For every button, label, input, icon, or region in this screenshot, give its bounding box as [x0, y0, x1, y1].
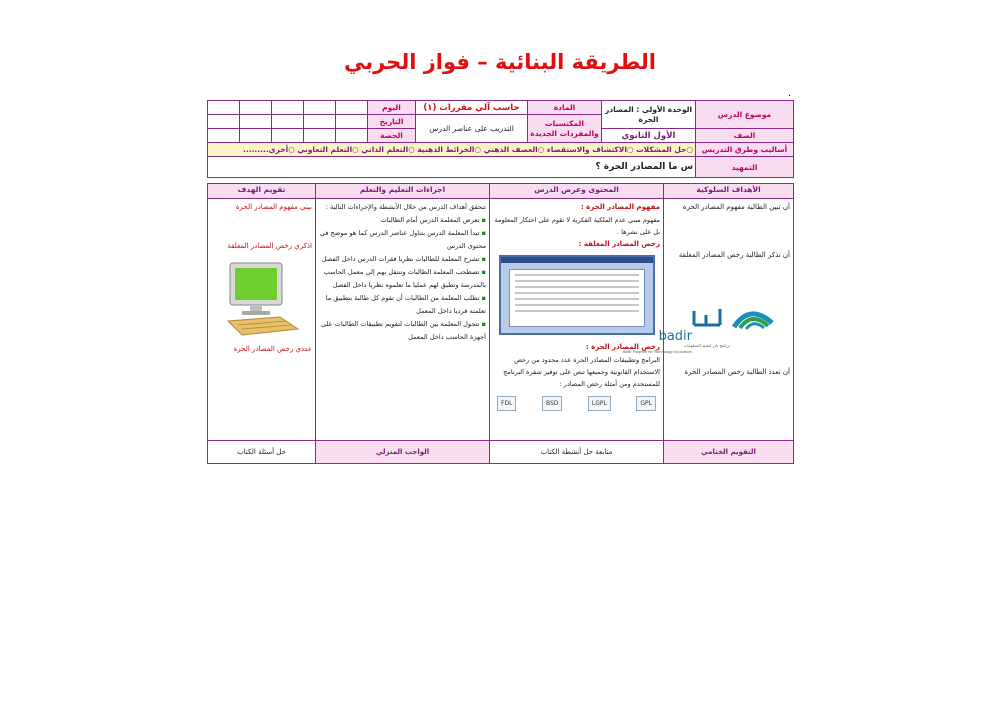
procedures-header: اجراءات التعليم والتعلم	[316, 184, 490, 199]
final-assessment-value: متابعة حل أنشطة الكتاب	[490, 441, 664, 464]
assessment-cell	[208, 199, 316, 441]
objective-2: أن تذكر الطالبة رخص المصادر المغلقة	[678, 251, 790, 259]
content-heading-2: رخص المصادر المغلقة :	[578, 240, 660, 248]
procedure-item-5: ▪ تطلب المعلمة من الطالبات أن تقوم كل طالبة بتطبيق ما تعلمته فرديا داخل المعمل	[325, 294, 486, 315]
content-paragraph-1: مفهوم مبني عدم الملكية الفكرية لا تقوم على احتكار المعلومة بل على نشرها .	[494, 216, 660, 236]
procedure-item-1: ▪ تعرض المعلمة الدرس أمام الطالبات	[380, 216, 486, 224]
assessment-3: عددي رخص المصادر الحرة	[233, 345, 312, 353]
procedure-item-2: ▪ تبدأ المعلمة الدرس بتناول عناصر الدرس كما هو موضح في محتوى الدرس	[319, 229, 486, 250]
period-cell-1	[336, 129, 368, 143]
stray-dot: .	[788, 88, 792, 99]
license-badges	[497, 396, 656, 411]
logo-tagline: برنامج بادر لتقنية المعلومات	[683, 343, 730, 348]
day-cell-3	[272, 101, 304, 115]
logo-brand: badir	[658, 329, 692, 344]
date-cell-3	[272, 115, 304, 129]
objective-1: أن تبين الطالبة مفهوم المصادر الحرة	[682, 203, 790, 211]
content-heading-3: رخص المصادر الحرة :	[585, 343, 660, 351]
homework-label: الواجب المنزلي	[316, 441, 490, 464]
date-cell-1	[336, 115, 368, 129]
grade-label: الصف	[696, 129, 794, 143]
assessment-1: بيني مفهوم المصادر الحرة	[235, 203, 312, 211]
homework-value: حل أسئلة الكتاب	[208, 441, 316, 464]
day-label: اليوم	[368, 101, 416, 115]
vocab-value: التدريب على عناصر الدرس	[416, 115, 528, 143]
content-cell	[490, 199, 664, 441]
grade-value: الأول الثانوي	[602, 129, 696, 143]
page-title: الطريقة البنائية – فواز الحربي	[343, 50, 656, 74]
procedures-cell	[316, 199, 490, 441]
methods-value: ○حل المشكلات ○الاكتشاف والاستقصاء ○العصف الذهني ○الخرائط الذهنية ○التعلم الذاتي ○التعلم التعاوني ○أخرى.........	[208, 143, 696, 157]
objectives-header: الأهداف السلوكية	[664, 184, 794, 199]
procedure-item-6: ▪ تتجول المعلمة بين الطالبات لتقويم تطبيقات الطالبات على أجهزة الحاسب داخل المعمل	[320, 320, 486, 341]
date-label: التاريخ	[368, 115, 416, 129]
vocab-label: المكتسبات والمفردات الجديدة	[528, 115, 602, 143]
day-cell-1	[336, 101, 368, 115]
license-badge-lgpl: LGPL	[588, 396, 611, 411]
topic-value: الوحدة الأولى : المصادر الحرة	[602, 101, 696, 129]
methods-label: أساليب وطرق التدريس	[696, 143, 794, 157]
license-badge-bsd: BSD	[542, 396, 562, 411]
period-cell-3	[272, 129, 304, 143]
period-cell-5	[208, 129, 240, 143]
objective-3: أن تعدد الطالبة رخص المصادر الحرة	[684, 368, 790, 376]
procedure-item-4: ▪ تصطحب المعلمة الطالبات وتنتقل بهم إلى معمل الحاسب بالمدرسة وتطبق لهم عمليا ما تعلموه نظريا داخل الفصل	[323, 268, 486, 289]
lesson-main-table	[207, 183, 794, 464]
date-cell-2	[304, 115, 336, 129]
period-label: الحصة	[368, 129, 416, 143]
final-assessment-label: التقويم الختامي	[664, 441, 794, 464]
content-header: المحتوى وعرض الدرس	[490, 184, 664, 199]
date-cell-4	[240, 115, 272, 129]
procedure-item-3: ▪ تشرح المعلمة للطالبات نظريا فقرات الدرس داخل الفصل	[321, 255, 486, 263]
assessment-2: اذكري رخص المصادر المغلقة	[227, 242, 312, 250]
topic-label: موضوع الدرس	[696, 101, 794, 129]
license-badge-fdl: FDL	[497, 396, 516, 411]
license-badge-gpl: GPL	[636, 396, 656, 411]
intro-value: س ما المصادر الحرة ؟	[208, 157, 696, 178]
period-cell-4	[240, 129, 272, 143]
content-heading-1: مفهوم المصادر الحرة :	[580, 203, 660, 211]
procedures-intro: تتحقق أهداف الدرس من خلال الأنشطة والإجراءات التالية :	[325, 203, 486, 211]
subject-label: المادة	[528, 101, 602, 115]
assessment-header: تقويم الهدف	[208, 184, 316, 199]
day-cell-5	[208, 101, 240, 115]
day-cell-2	[304, 101, 336, 115]
software-license-screenshot	[499, 255, 655, 335]
subject-value: حاسب آلي مقررات (١)	[416, 101, 528, 115]
period-cell-2	[304, 129, 336, 143]
date-cell-5	[208, 115, 240, 129]
computer-icon	[224, 259, 300, 337]
intro-label: التمهيد	[696, 157, 794, 178]
logo-tagline-en: Badir Program for Technology Incubators	[622, 350, 692, 354]
lesson-header-table	[207, 100, 794, 178]
content-paragraph-3: البرامج وتطبيقات المصادر الحرة عدد محدود من رخص الاستخدام القانونية وجميعها تنص على توفير شفرة البرنامج للمستخدم ومن أمثلة رخص المصادر :	[503, 356, 660, 388]
day-cell-4	[240, 101, 272, 115]
